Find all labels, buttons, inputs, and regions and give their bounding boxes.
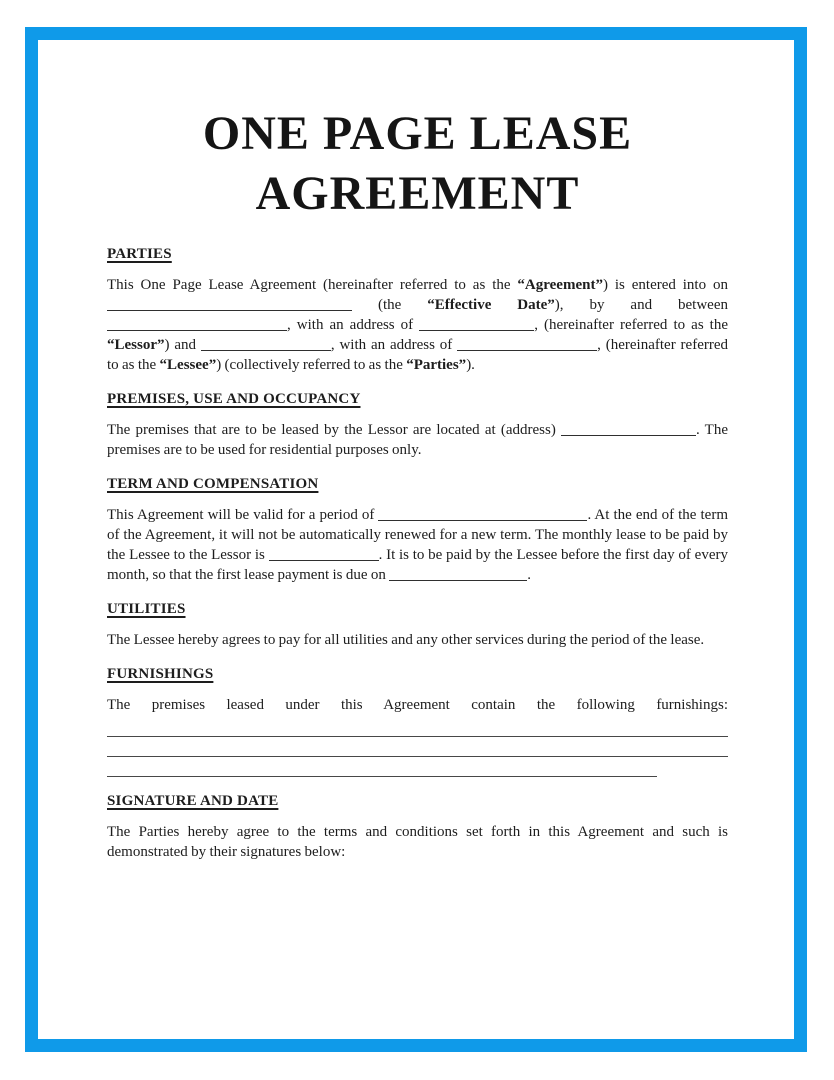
section-furnishings bbox=[107, 664, 728, 777]
text-run: , (hereinafter referred to as the bbox=[107, 337, 728, 373]
fill-in-blank bbox=[107, 317, 287, 331]
fill-in-blank bbox=[561, 422, 696, 436]
section-heading-term: TERM AND COMPENSATION bbox=[107, 476, 319, 492]
paragraph bbox=[107, 630, 728, 650]
section-heading-signature: SIGNATURE AND DATE bbox=[107, 793, 279, 809]
document-title bbox=[107, 104, 728, 224]
text-run: ) and bbox=[164, 337, 201, 353]
text-run: . At the end of the term of the Agreement, it will not be automatically renewed for a new term. The monthly lease to be paid by the Lessee to the Lessor is bbox=[107, 507, 728, 563]
text-run: This One Page Lease Agreement (hereinafter referred to as the bbox=[107, 277, 518, 293]
text-run: This Agreement will be valid for a period of bbox=[107, 507, 379, 523]
bold-term: “Agreement” bbox=[517, 277, 603, 293]
text-run: . The premises are to be used for residential purposes only. bbox=[107, 422, 728, 458]
blank-write-line bbox=[107, 717, 728, 737]
fill-in-blank bbox=[269, 547, 379, 561]
section-heading-furnishings: FURNISHINGS bbox=[107, 666, 214, 682]
text-run: , (hereinafter referred to as the bbox=[534, 317, 729, 333]
document-content bbox=[38, 40, 794, 862]
text-run: ), by and between bbox=[554, 297, 728, 313]
title-line-1: ONE PAGE LEASE bbox=[202, 107, 633, 160]
text-run: ). bbox=[466, 357, 475, 373]
write-in-lines bbox=[107, 717, 728, 777]
section-parties bbox=[107, 244, 728, 375]
text-run: The Lessee hereby agrees to pay for all utilities and any other services during the period of the lease. bbox=[107, 632, 705, 648]
fill-in-blank bbox=[201, 337, 331, 351]
fill-in-blank bbox=[457, 337, 597, 351]
text-run: ) is entered into on bbox=[602, 277, 728, 293]
paragraph bbox=[107, 420, 728, 460]
text-run: The premises leased under this Agreement contain the following furnishings: bbox=[107, 697, 728, 713]
section-heading-utilities: UTILITIES bbox=[107, 601, 186, 617]
fill-in-blank bbox=[378, 507, 587, 521]
text-run: , with an address of bbox=[330, 337, 458, 353]
section-heading-parties: PARTIES bbox=[107, 246, 172, 262]
text-run: The Parties hereby agree to the terms and conditions set forth in this Agreement and such is demonstrated by their signatures below: bbox=[107, 824, 728, 860]
blue-border-frame bbox=[25, 27, 807, 1052]
text-run: . It is to be paid by the Lessee before the first day of every month, so that the first lease payment is due on bbox=[107, 547, 728, 583]
blank-write-line bbox=[107, 757, 657, 777]
title-line-2: AGREEMENT bbox=[255, 167, 580, 220]
paragraph bbox=[107, 505, 728, 585]
text-run: . bbox=[527, 567, 531, 583]
section-term bbox=[107, 474, 728, 585]
paragraph bbox=[107, 822, 728, 862]
bold-term: “Effective Date” bbox=[427, 297, 555, 313]
paragraph bbox=[107, 275, 728, 375]
section-signature bbox=[107, 791, 728, 862]
paragraph bbox=[107, 695, 728, 715]
section-utilities bbox=[107, 599, 728, 650]
bold-term: “Lessor” bbox=[107, 337, 165, 353]
sections bbox=[107, 244, 728, 862]
fill-in-blank bbox=[389, 567, 527, 581]
text-run: The premises that are to be leased by the Lessor are located at (address) bbox=[107, 422, 562, 438]
text-run: ) (collectively referred to as the bbox=[216, 357, 407, 373]
blank-write-line bbox=[107, 737, 728, 757]
section-premises bbox=[107, 389, 728, 460]
text-run: , with an address of bbox=[287, 317, 420, 333]
bold-term: “Lessee” bbox=[159, 357, 217, 373]
text-run: (the bbox=[352, 297, 428, 313]
fill-in-blank bbox=[419, 317, 534, 331]
section-heading-premises: PREMISES, USE AND OCCUPANCY bbox=[107, 391, 361, 407]
bold-term: “Parties” bbox=[406, 357, 467, 373]
fill-in-blank bbox=[107, 297, 352, 311]
